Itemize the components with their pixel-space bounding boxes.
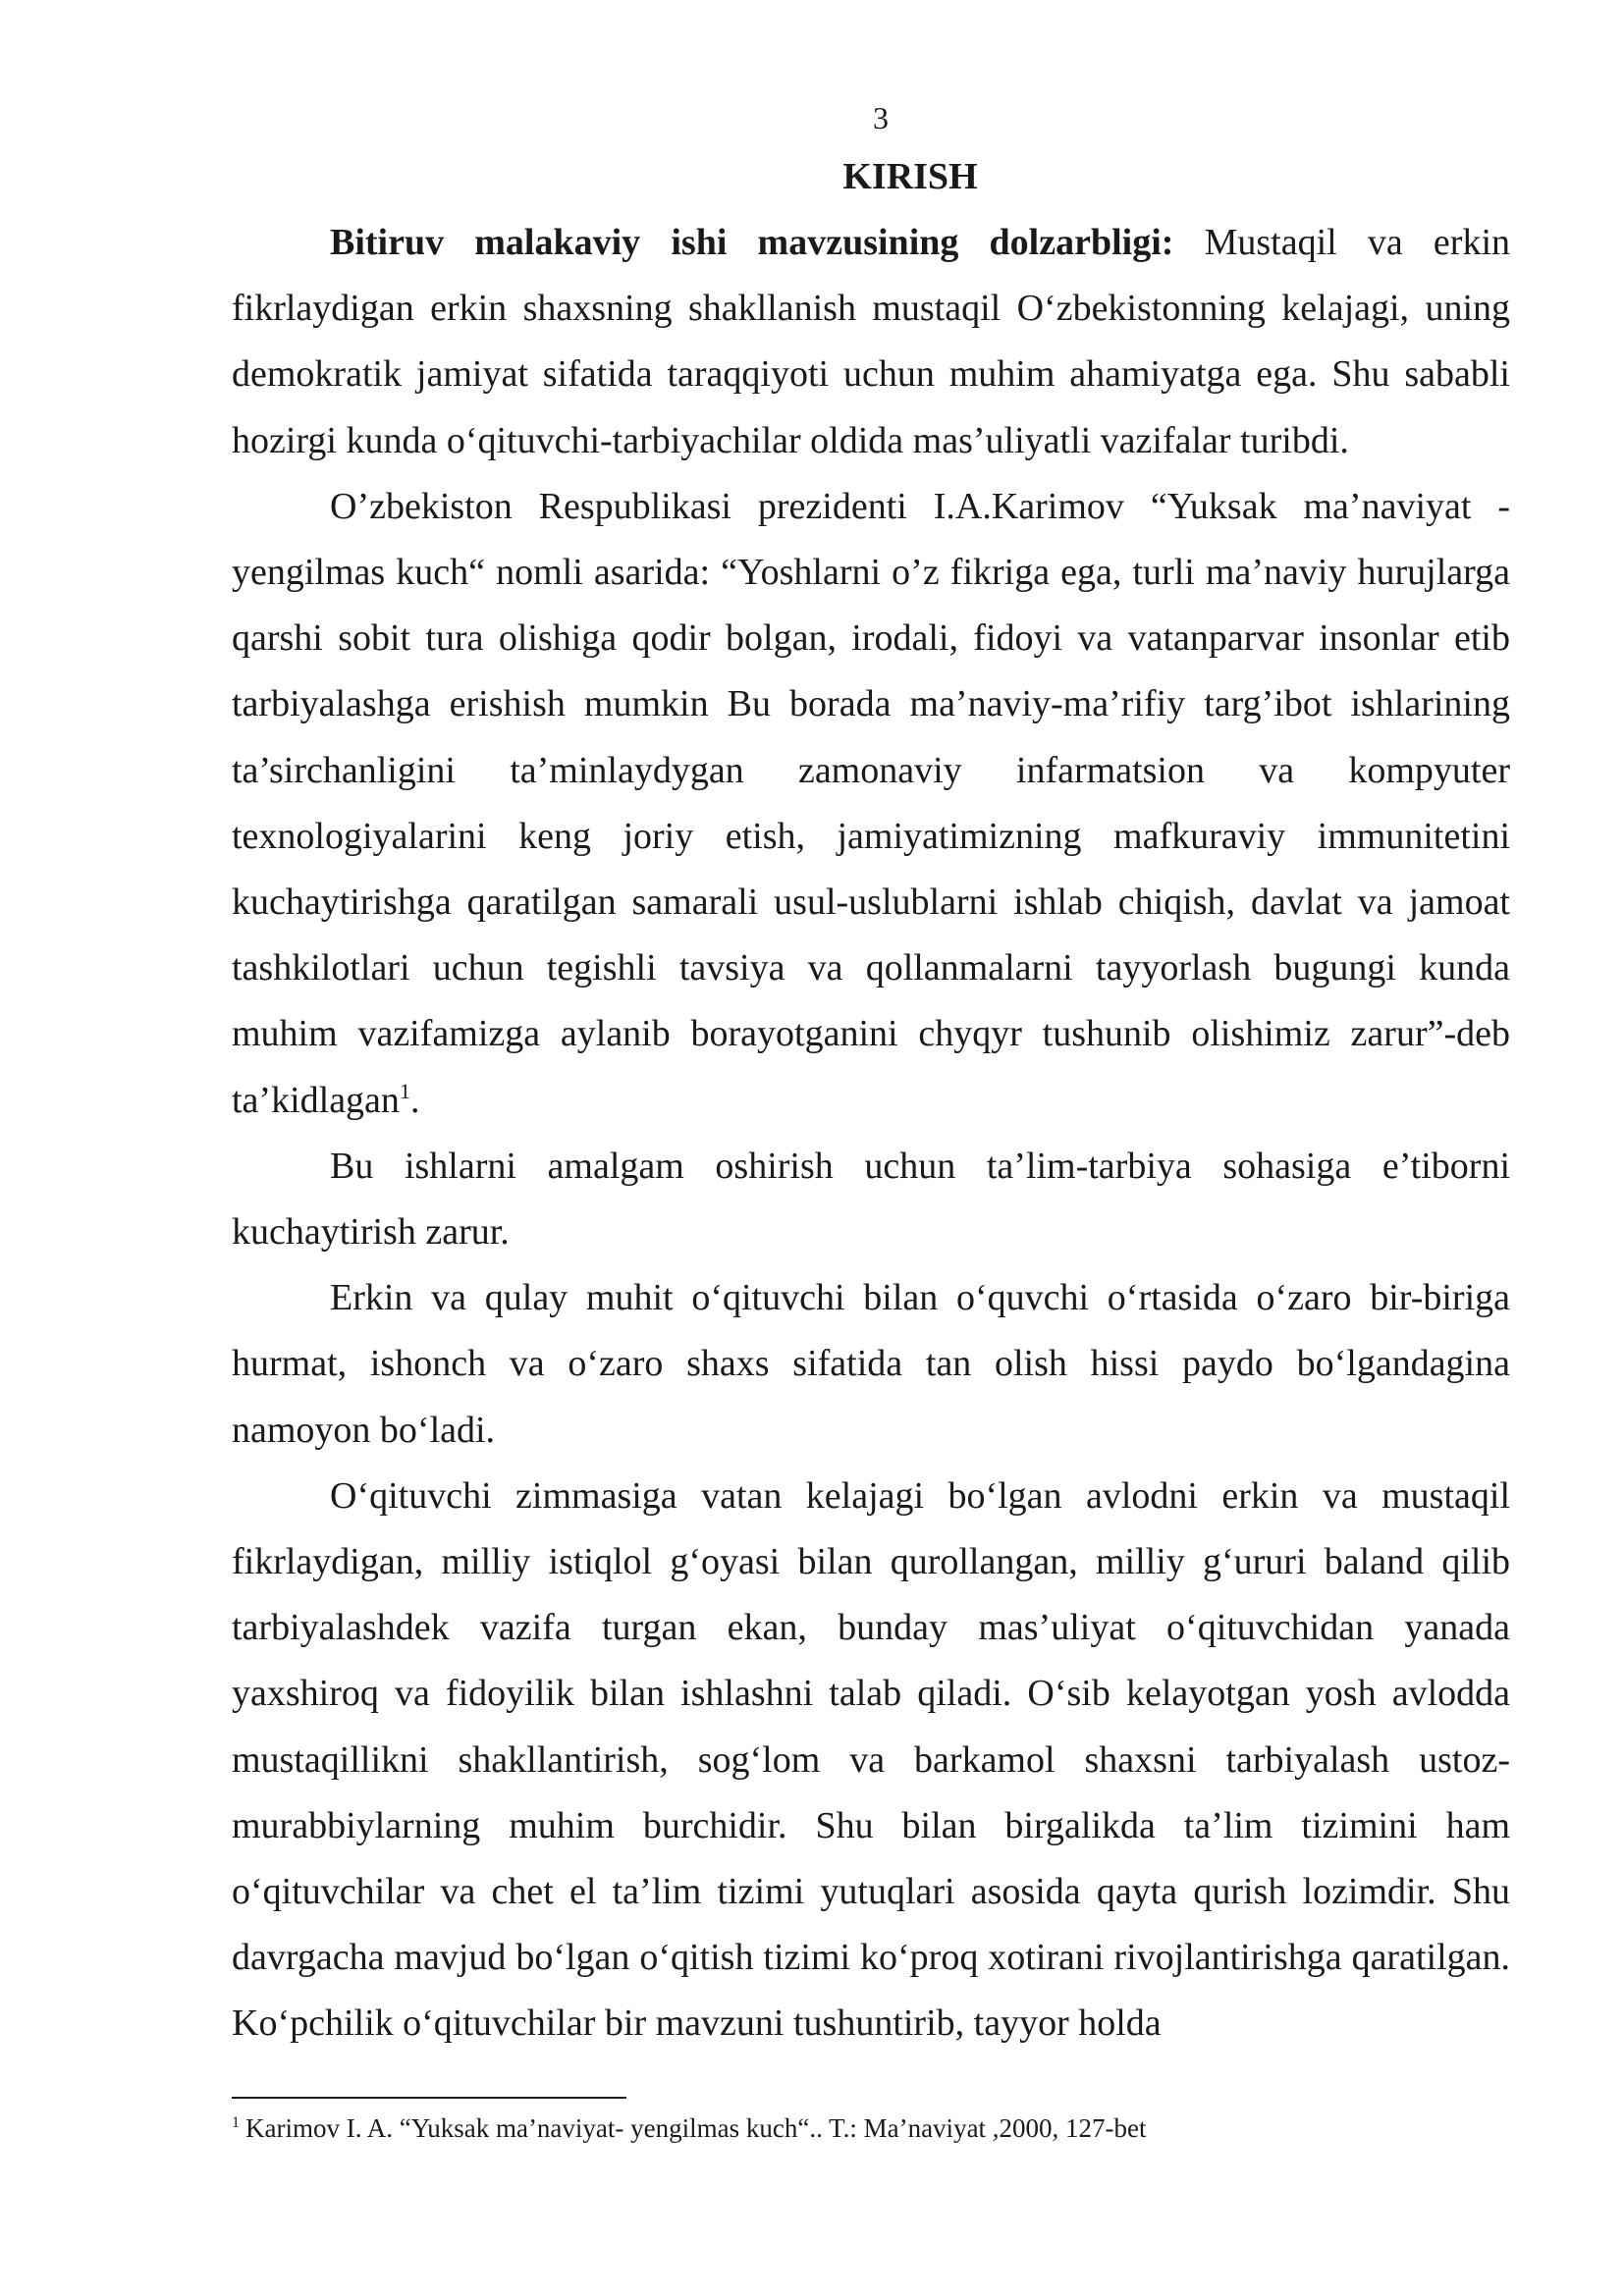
paragraph-quote <box>232 474 1510 1134</box>
section-heading: KIRISH <box>842 156 978 197</box>
paragraph-text: Bu ishlarni amalgam oshirish uchun ta’lim-tarbiya sohasiga e’tiborni kuchaytirish zarur. <box>232 1145 1510 1254</box>
footnote <box>232 2110 1510 2146</box>
footnote-divider <box>232 2097 626 2099</box>
paragraph-text: Erkin va qulay muhit o‘qituvchi bilan o‘quvchi o‘rtasida o‘zaro bir-biriga hurmat, ishonch va o‘zaro shaxs sifatida tan olish hissi paydo bo‘lgandagina namoyon bo‘ladi. <box>232 1277 1510 1451</box>
paragraph-environment <box>232 1265 1510 1464</box>
paragraph-text: O’zbekiston Respublikasi prezidenti I.A.Karimov “Yuksak ma’naviyat - yengilmas kuch“ nomli asarida: “Yoshlarni o’z fikriga ega, turli ma’naviy hurujlarga qarshi sobit tura olishiga qodir bolgan, irodali, fidoyi va vatanparvar insonlar etib tarbiyalashga erishish mumkin Bu borada ma’naviy-ma’rifiy targ’ibot ishlarining ta’sirchanligini ta’minlaydygan zamonaviy infarmatsion va kompyuter texnologiyalarini keng joriy etish, jamiyatimizning mafkuraviy immunitetini kuchaytirishga qaratilgan samarali usul-uslublarni ishlab chiqish, davlat va jamoat tashkilotlari uchun tegishli tavsiya va qollanmalarni tayyorlash bugungi kunda muhim vazifamizga aylanib borayotganini chyqyr tushunib olishimiz zarur”-deb ta’kidlagan <box>232 485 1510 1121</box>
footnote-reference: 1 <box>399 1078 410 1103</box>
paragraph-tail: . <box>409 1079 420 1121</box>
paragraph-text: O‘qituvchi zimmasiga vatan kelajagi bo‘lgan avlodni erkin va mustaqil fikrlaydigan, milliy istiqlol g‘oyasi bilan qurollangan, milliy g‘ururi baland qilib tarbiyalashdek vazifa turgan ekan, bunday mas’uliyat o‘qituvchidan yanada yaxshiroq va fidoyilik bilan ishlashni talab qiladi. O‘sib kelayotgan yosh avlodda mustaqillikni shakllantirish, sog‘lom va barkamol shaxsni tarbiyalash ustoz-murabbiylarning muhim burchidir. Shu bilan birgalikda ta’lim tizimini ham o‘qituvchilar va chet el ta’lim tizimi yutuqlari asosida qayta qurish lozimdir. Shu davrgacha mavjud bo‘lgan o‘qitish tizimi ko‘proq xotirani rivojlantirishga qaratilgan. Ko‘pchilik o‘qituvchilar bir mavzuni tushuntirib, tayyor holda <box>232 1474 1510 2045</box>
page-number: 3 <box>873 100 889 135</box>
paragraph-text: Mustaqil va erkin fikrlaydigan erkin shaxsning shakllanish mustaqil O‘zbekistonning kelajagi, uning demokratik jamiyat sifatida taraqqiyoti uchun muhim ahamiyatga ega. Shu sababli hozirgi kunda o‘qituvchi-tarbiyachilar oldida mas’uliyatli vazifalar turibdi. <box>232 222 1510 461</box>
paragraph-teacher-duty <box>232 1464 1510 2057</box>
paragraph-bold-lead: Bitiruv malakaviy ishi mavzusining dolzarbligi: <box>330 222 1174 263</box>
body-text <box>232 210 1510 2057</box>
paragraph-education <box>232 1134 1510 1265</box>
footnote-text: Karimov I. A. “Yuksak ma’naviyat- yengilmas kuch“.. T.: Ma’naviyat ,2000, 127-bet <box>245 2113 1147 2143</box>
paragraph-relevance <box>232 210 1510 474</box>
footnote-marker: 1 <box>232 2114 240 2131</box>
